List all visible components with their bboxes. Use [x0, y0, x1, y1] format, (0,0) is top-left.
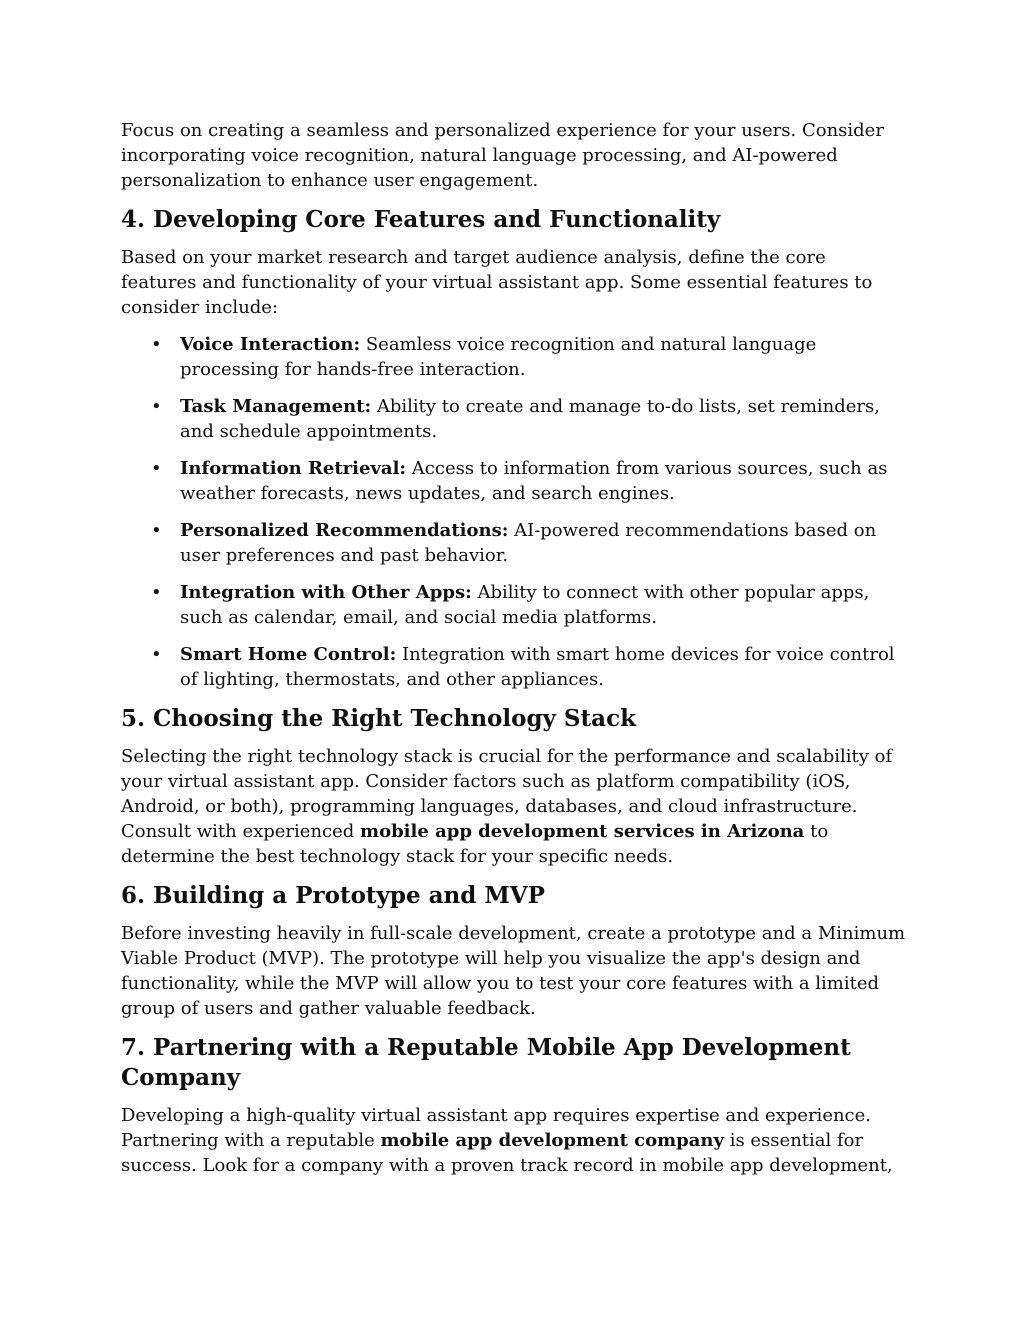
section-7-paragraph [121, 1103, 906, 1178]
feature-description: AI-powered recommendations based on user preferences and past behavior. [180, 520, 877, 566]
feature-item-integration-other-apps [121, 580, 906, 630]
document-page [121, 118, 906, 1190]
section-5-paragraph [121, 744, 906, 869]
feature-title: Personalized Recommendations: [180, 520, 509, 541]
bullet-icon: • [151, 582, 162, 603]
feature-title: Voice Interaction: [180, 334, 361, 355]
feature-title: Task Management: [180, 396, 372, 417]
section-5-text-before: Selecting the right technology stack is crucial for the performance and scalability of your virtual assistant app. Consider factors such as platform compatibility (iOS, Android, or both), programming languages, databases, and cloud infrastructure. Consult with experienced [121, 746, 893, 842]
feature-title: Integration with Other Apps: [180, 582, 472, 603]
feature-item-personalized-recommendations [121, 518, 906, 568]
bullet-icon: • [151, 520, 162, 541]
section-7-text-before: Developing a high-quality virtual assistant app requires expertise and experience. Partnering with a reputable [121, 1105, 872, 1151]
feature-item-task-management [121, 394, 906, 444]
section-6-paragraph: Before investing heavily in full-scale development, create a prototype and a Minimum Viable Product (MVP). The prototype will help you visualize the app's design and functionality, while the MVP will allow you to test your core features with a limited group of users and gather valuable feedback. [121, 923, 906, 1019]
feature-description: Ability to connect with other popular apps, such as calendar, email, and social media platforms. [180, 582, 870, 628]
feature-list [121, 332, 906, 692]
section-5-bold-phrase: mobile app development services in Arizona [360, 821, 805, 842]
section-5-heading: 5. Choosing the Right Technology Stack [121, 705, 637, 732]
section-5-text-after: to determine the best technology stack for your specific needs. [121, 821, 829, 867]
feature-item-voice-interaction [121, 332, 906, 382]
bullet-icon: • [151, 644, 162, 665]
feature-description: Integration with smart home devices for voice control of lighting, thermostats, and other appliances. [180, 644, 895, 690]
bullet-icon: • [151, 396, 162, 417]
feature-title: Smart Home Control: [180, 644, 397, 665]
feature-title: Information Retrieval: [180, 458, 407, 479]
section-6-heading: 6. Building a Prototype and MVP [121, 882, 545, 909]
feature-description: Access to information from various sources, such as weather forecasts, news updates, and search engines. [180, 458, 888, 504]
section-4-paragraph: Based on your market research and target audience analysis, define the core features and functionality of your virtual assistant app. Some essential features to consider include: [121, 247, 873, 318]
bullet-icon: • [151, 334, 162, 355]
section-4-heading: 4. Developing Core Features and Functionality [121, 206, 721, 233]
feature-description: Seamless voice recognition and natural language processing for hands-free interaction. [180, 334, 817, 380]
section-7-text-after: is essential for success. Look for a company with a proven track record in mobile app development, [121, 1130, 893, 1176]
feature-description: Ability to create and manage to-do lists, set reminders, and schedule appointments. [180, 396, 880, 442]
intro-paragraph: Focus on creating a seamless and personalized experience for your users. Consider incorporating voice recognition, natural language processing, and AI-powered personalization to enhance user engagement. [121, 120, 884, 191]
section-7-heading: 7. Partnering with a Reputable Mobile App Development Company [121, 1034, 851, 1091]
bullet-icon: • [151, 458, 162, 479]
section-7-bold-phrase: mobile app development company [380, 1130, 724, 1151]
feature-item-information-retrieval [121, 456, 906, 506]
feature-item-smart-home-control [121, 642, 906, 692]
